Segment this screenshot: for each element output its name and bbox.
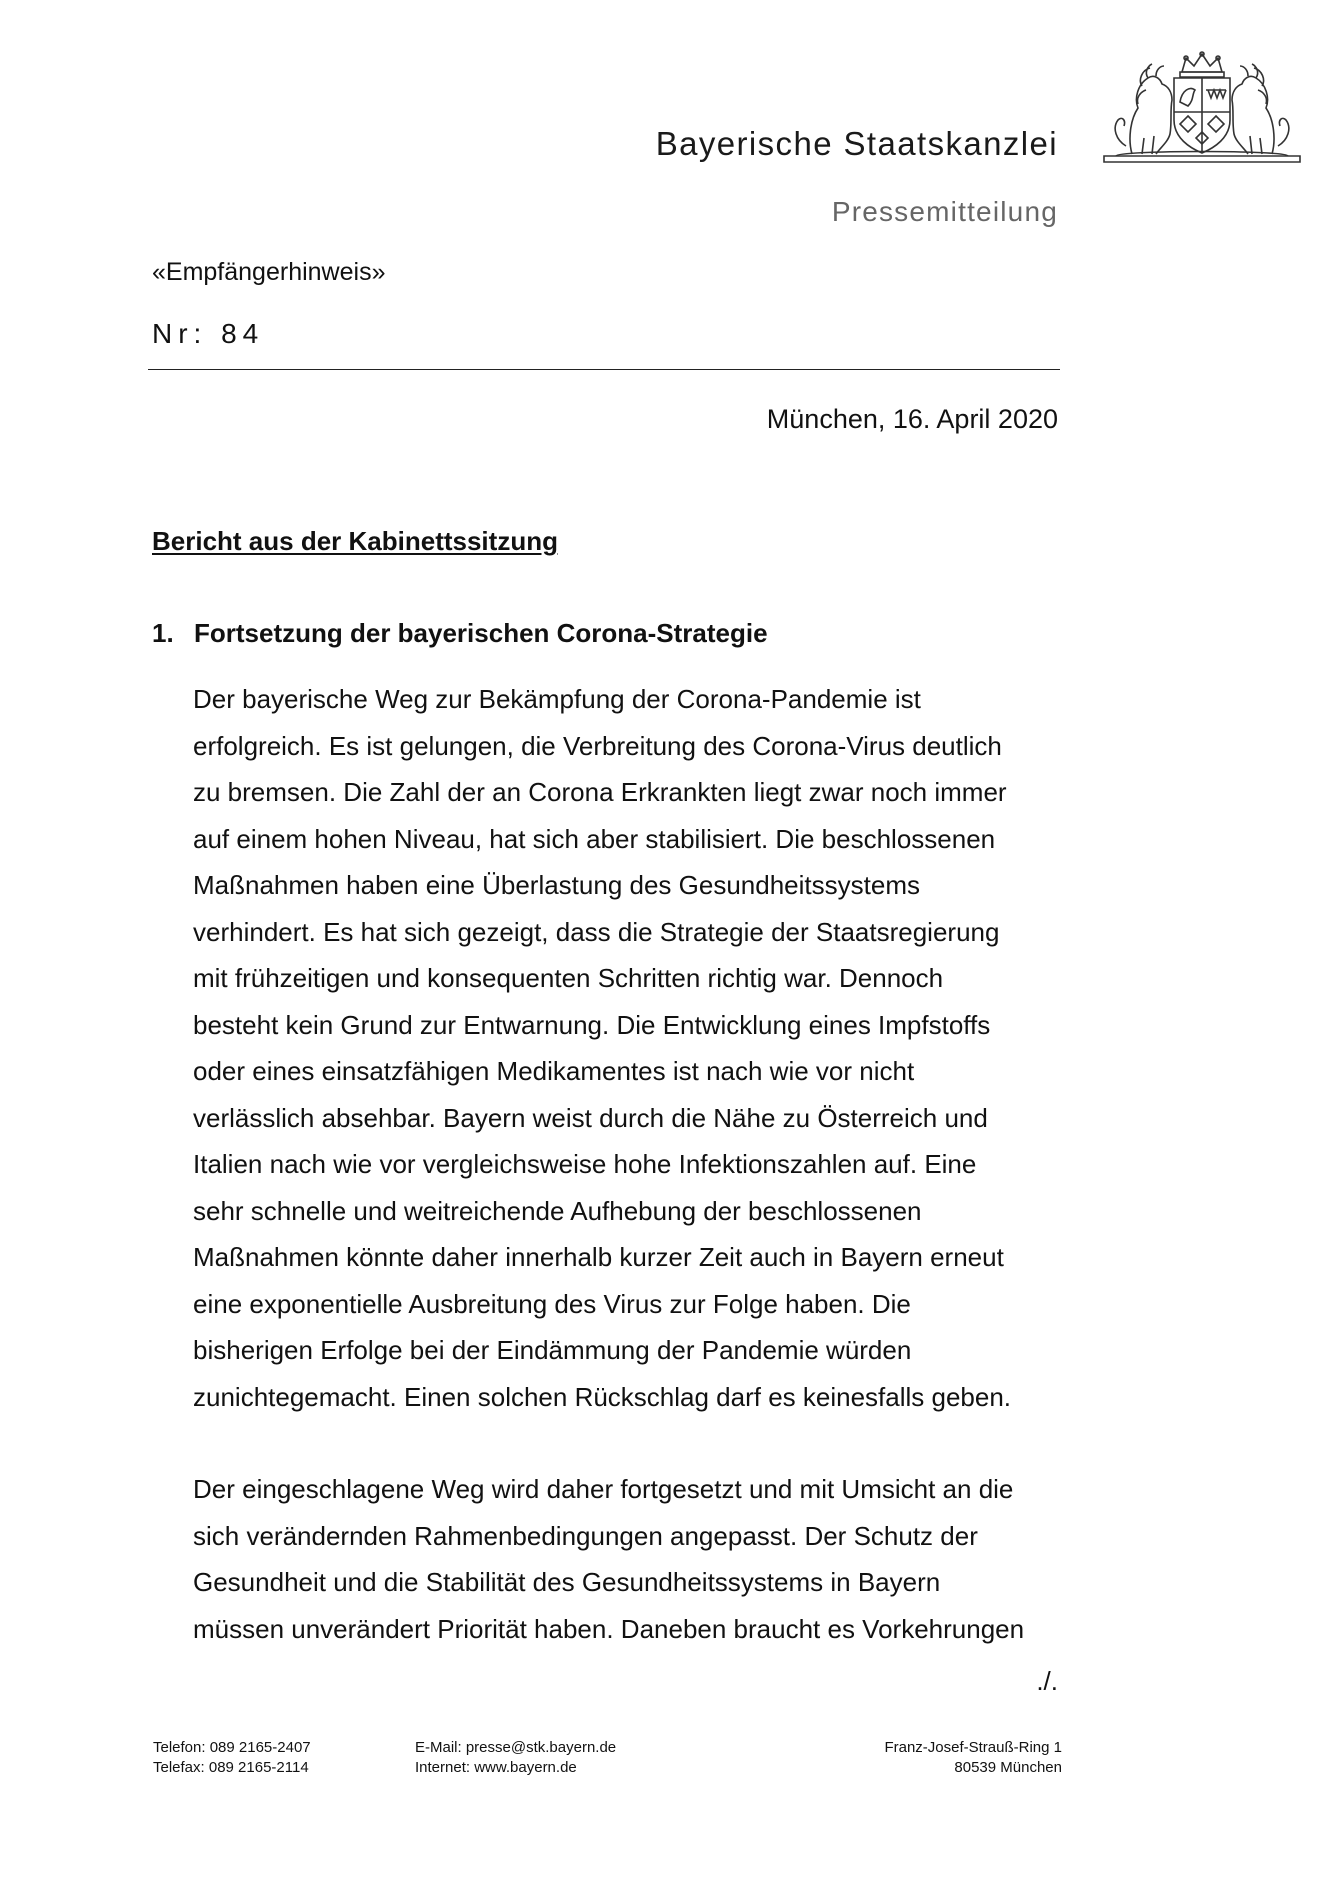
authority-name: Bayerische Staatskanzlei	[655, 125, 1058, 162]
paragraph-line: Italien nach wie vor vergleichsweise hohe Infektionszahlen auf. Eine	[193, 1149, 977, 1179]
paragraph-line: zunichtegemacht. Einen solchen Rückschlag darf es keinesfalls geben.	[193, 1381, 1012, 1412]
footer-address-block	[884, 1738, 1062, 1778]
paragraph-line: verlässlich absehbar. Bayern weist durch die Nähe zu Österreich und	[193, 1102, 988, 1133]
continuation-mark: ./.	[1036, 1666, 1058, 1696]
paragraph-line: besteht kein Grund zur Entwarnung. Die Entwicklung eines Impfstoffs	[193, 1009, 991, 1040]
paragraph-line: Maßnahmen könnte daher innerhalb kurzer Zeit auch in Bayern erneut	[193, 1242, 1004, 1272]
paragraph-line: Maßnahmen haben eine Überlastung des Gesundheitssystems	[193, 870, 920, 900]
paragraph-line: müssen unverändert Priorität haben. Daneben braucht es Vorkehrungen	[193, 1613, 1025, 1644]
body-paragraph	[193, 1466, 1073, 1652]
footer-internet: Internet: www.bayern.de	[415, 1759, 577, 1776]
paragraph-line: mit frühzeitigen und konsequenten Schritten richtig war. Dennoch	[193, 963, 944, 993]
footer-street: Franz-Josef-Strauß-Ring 1	[884, 1739, 1062, 1756]
section-heading	[152, 618, 768, 649]
paragraph-line: Der bayerische Weg zur Bekämpfung der Corona-Pandemie ist	[193, 684, 921, 714]
paragraph-line: erfolgreich. Es ist gelungen, die Verbreitung des Corona-Virus deutlich	[193, 730, 1002, 761]
footer-phone: Telefon: 089 2165-2407	[153, 1739, 311, 1756]
paragraph-line: bisherigen Erfolge bei der Eindämmung der Pandemie würden	[193, 1335, 912, 1365]
paragraph-line: Gesundheit und die Stabilität des Gesundheitssystems in Bayern	[193, 1567, 941, 1597]
footer-phone-block	[153, 1738, 311, 1778]
paragraph-line: Der eingeschlagene Weg wird daher fortgesetzt und mit Umsicht an die	[193, 1474, 1014, 1504]
paragraph-line: auf einem hohen Niveau, hat sich aber stabilisiert. Die beschlossenen	[193, 823, 996, 854]
paragraph-line: zu bremsen. Die Zahl der an Corona Erkrankten liegt zwar noch immer	[193, 777, 1007, 807]
report-heading: Bericht aus der Kabinettssitzung	[152, 526, 558, 556]
section-number: 1.	[152, 618, 174, 648]
section-title: Fortsetzung der bayerischen Corona-Strategie	[194, 618, 768, 648]
coat-of-arms-icon	[1102, 50, 1302, 166]
paragraph-line: sehr schnelle und weitreichende Aufhebung der beschlossenen	[193, 1195, 922, 1226]
dateline: München, 16. April 2020	[766, 404, 1058, 434]
header-divider	[148, 369, 1060, 370]
press-release-number: Nr: 84	[152, 318, 265, 349]
footer-contact-block	[415, 1738, 616, 1778]
footer-city: 80539 München	[954, 1759, 1062, 1776]
paragraph-line: eine exponentielle Ausbreitung des Virus zur Folge haben. Die	[193, 1288, 911, 1319]
footer-email: E-Mail: presse@stk.bayern.de	[415, 1739, 617, 1756]
paragraph-line: sich verändernden Rahmenbedingungen angepasst. Der Schutz der	[193, 1520, 978, 1551]
paragraph-line: oder eines einsatzfähigen Medikamentes ist nach wie vor nicht	[193, 1056, 915, 1086]
recipient-placeholder: «Empfängerhinweis»	[152, 258, 386, 286]
footer-fax: Telefax: 089 2165-2114	[153, 1759, 309, 1776]
paragraph-line: verhindert. Es hat sich gezeigt, dass die Strategie der Staatsregierung	[193, 916, 1000, 947]
document-type: Pressemitteilung	[831, 196, 1058, 227]
body-paragraph	[193, 676, 1073, 1420]
